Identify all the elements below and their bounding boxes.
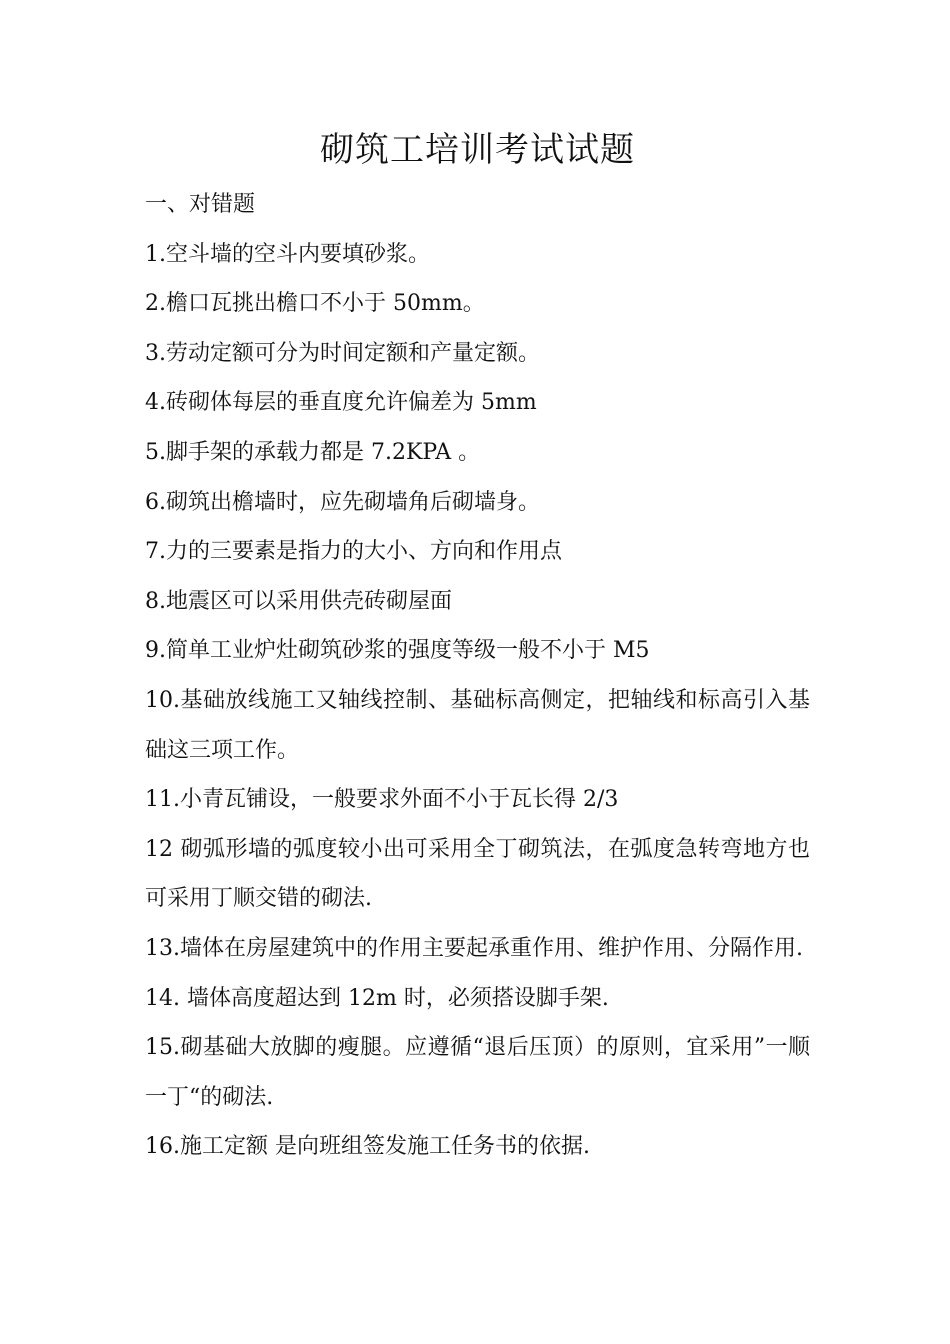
question-item: 5.脚手架的承载力都是 7.2KPA 。 [145, 439, 481, 465]
question-item: 14. 墙体高度超达到 12m 时，必须搭设脚手架. [145, 985, 609, 1011]
question-list [145, 230, 810, 1172]
question-item: 13.墙体在房屋建筑中的作用主要起承重作用、维护作用、分隔作用. [145, 935, 803, 961]
question-item: 12 砌弧形墙的弧度较小出可采用全丁砌筑法，在弧度急转弯地方也可采用丁顺交错的砌法. [145, 836, 810, 912]
document-page [145, 124, 810, 1172]
question-item: 6.砌筑出檐墙时，应先砌墙角后砌墙身。 [145, 489, 540, 515]
question-item: 10.基础放线施工又轴线控制、基础标高侧定，把轴线和标高引入基础这三项工作。 [145, 687, 810, 763]
question-item: 8.地震区可以采用供壳砖砌屋面 [145, 588, 452, 614]
question-item: 15.砌基础大放脚的瘦腿。应遵循“退后压顶）的原则，宜采用”一顺一丁“的砌法. [145, 1035, 810, 1110]
question-item: 3.劳动定额可分为时间定额和产量定额。 [145, 340, 540, 366]
question-item: 1.空斗墙的空斗内要填砂浆。 [145, 241, 430, 267]
question-item: 7.力的三要素是指力的大小、方向和作用点 [145, 539, 562, 565]
question-item: 4.砖砌体每层的垂直度允许偏差为 5mm [145, 390, 537, 416]
question-item: 9.简单工业炉灶砌筑砂浆的强度等级一般不小于 M5 [145, 638, 650, 664]
question-item: 11.小青瓦铺设，一般要求外面不小于瓦长得 2/3 [145, 787, 619, 813]
question-item: 16.施工定额 是向班组签发施工任务书的依据. [145, 1134, 590, 1160]
document-title: 砌筑工培训考试试题 [320, 130, 635, 170]
section-heading: 一、对错题 [145, 192, 256, 217]
question-item: 2.檐口瓦挑出檐口不小于 50mm。 [145, 291, 485, 317]
